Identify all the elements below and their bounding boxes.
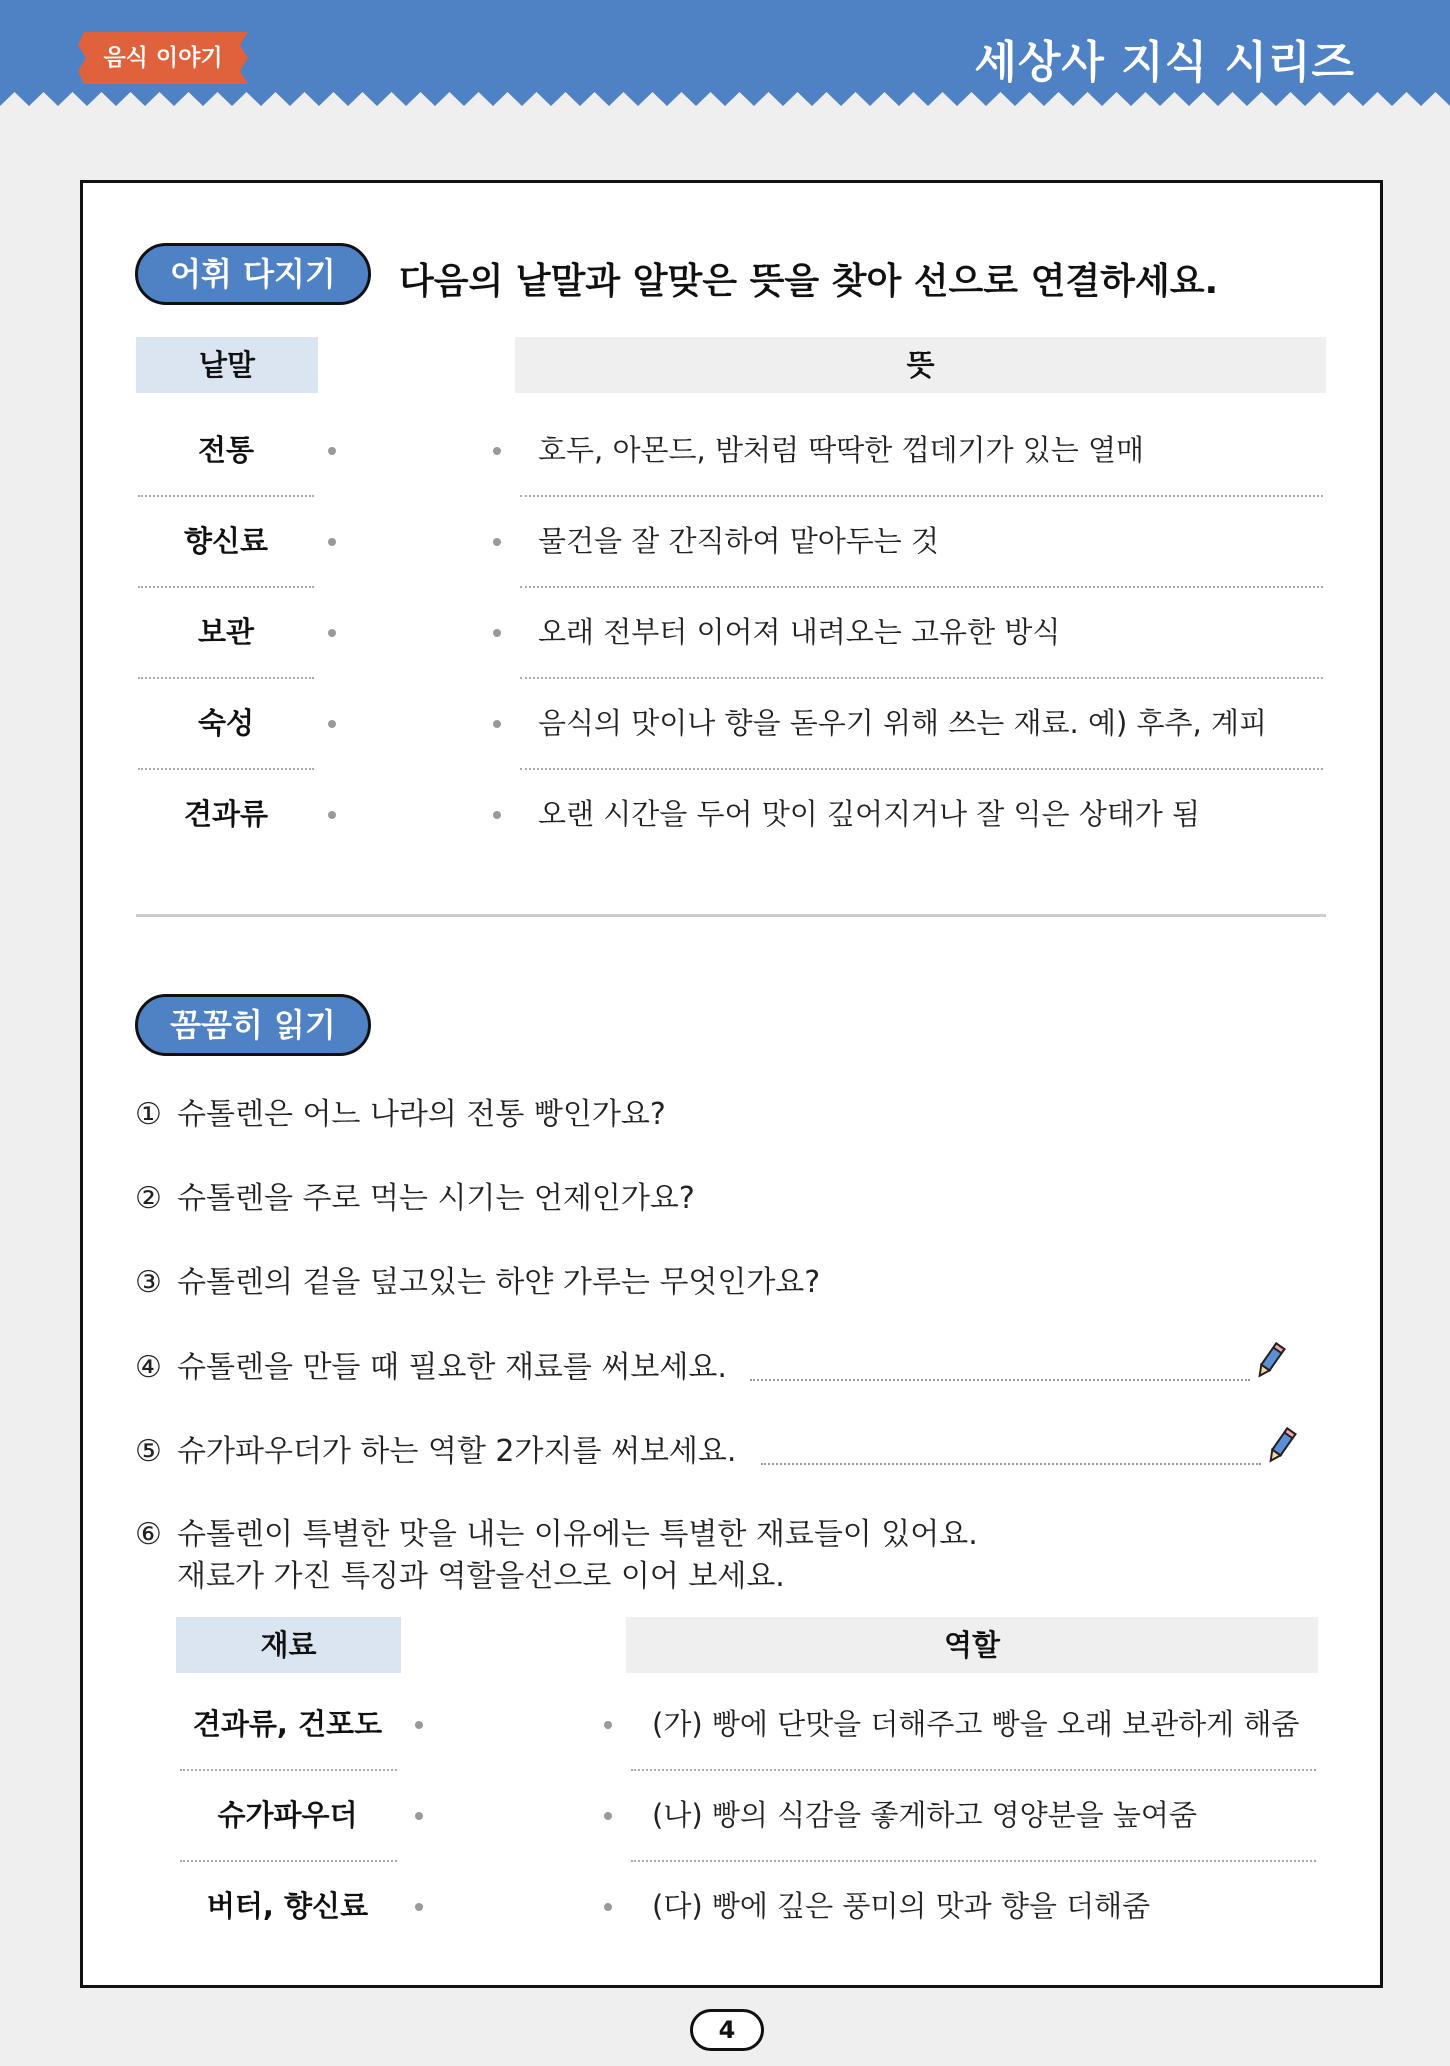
match-dot-right[interactable] <box>493 720 501 728</box>
match-dot-left[interactable] <box>415 1812 423 1820</box>
vocab-word: 전통 <box>197 433 255 467</box>
vocab-meaning: 음식의 맛이나 향을 돋우기 위해 쓰는 재료. 예) 후추, 계피 <box>538 706 1268 740</box>
vocab-meaning: 오래 전부터 이어져 내려오는 고유한 방식 <box>538 615 1061 649</box>
role-label: (가) 빵에 단맛을 더해주고 빵을 오래 보관하게 해줌 <box>652 1707 1300 1741</box>
match-dot-left[interactable] <box>328 720 336 728</box>
header-band <box>0 0 1450 128</box>
match-row <box>83 1679 1386 1770</box>
question-text: 슈가파우더가 하는 역할 2가지를 써보세요. <box>177 1434 737 1469</box>
question-number: ③ <box>135 1265 162 1300</box>
question-number: ② <box>135 1181 162 1216</box>
question-number: ⑤ <box>135 1434 162 1469</box>
match-dot-right[interactable] <box>493 447 501 455</box>
section-pill-vocab: 어휘 다지기 <box>135 243 371 305</box>
match-row <box>83 1861 1386 1952</box>
col-header-ingredient: 재료 <box>176 1617 401 1673</box>
vocab-word: 보관 <box>197 615 255 649</box>
question-5 <box>135 1426 736 1470</box>
match-dot-left[interactable] <box>328 447 336 455</box>
match-dot-left[interactable] <box>328 629 336 637</box>
ingredient-label: 견과류, 건포도 <box>192 1707 383 1741</box>
section-divider <box>136 914 1326 917</box>
ingredient-label: 버터, 향신료 <box>206 1889 369 1923</box>
col-header-meaning: 뜻 <box>515 337 1326 393</box>
question-text: 슈톨렌을 주로 먹는 시기는 언제인가요? <box>177 1181 695 1216</box>
vocab-instruction: 다음의 낱말과 알맞은 뜻을 찾아 선으로 연결하세요. <box>399 261 1219 302</box>
category-tag <box>78 32 248 84</box>
vocab-word: 향신료 <box>183 524 269 558</box>
match-dot-right[interactable] <box>604 1903 612 1911</box>
match-dot-right[interactable] <box>493 538 501 546</box>
question-3 <box>135 1257 820 1301</box>
match-dot-right[interactable] <box>493 629 501 637</box>
category-tag-label: 음식 이야기 <box>103 45 223 71</box>
vocab-row <box>83 678 1386 769</box>
vocab-meaning: 호두, 아몬드, 밤처럼 딱딱한 껍데기가 있는 열매 <box>538 433 1145 467</box>
section-pill-reading: 꼼꼼히 읽기 <box>135 994 371 1056</box>
vocab-row <box>83 496 1386 587</box>
question-6-line2: 재료가 가진 특징과 역할을선으로 이어 보세요. <box>177 1559 785 1594</box>
question-2 <box>135 1173 695 1217</box>
vocab-word: 견과류 <box>183 797 269 831</box>
answer-line-5[interactable] <box>761 1463 1261 1465</box>
match-dot-left[interactable] <box>328 538 336 546</box>
vocab-row <box>83 769 1386 860</box>
vocab-word: 숙성 <box>197 706 255 740</box>
question-number: ⑥ <box>135 1517 162 1552</box>
question-4 <box>135 1342 727 1386</box>
question-text: 슈톨렌은 어느 나라의 전통 빵인가요? <box>177 1097 666 1132</box>
match-dot-left[interactable] <box>328 811 336 819</box>
answer-line-4[interactable] <box>750 1379 1250 1381</box>
question-1 <box>135 1089 666 1133</box>
question-6 <box>135 1509 978 1553</box>
role-label: (다) 빵에 깊은 풍미의 맛과 향을 더해줌 <box>652 1889 1151 1923</box>
col-header-role: 역할 <box>626 1617 1318 1673</box>
match-dot-right[interactable] <box>604 1812 612 1820</box>
worksheet-frame <box>80 180 1383 1988</box>
ingredient-label: 슈가파우더 <box>217 1798 358 1832</box>
page-number: 4 <box>690 2009 764 2051</box>
pencil-icon <box>1264 1426 1298 1466</box>
question-number: ① <box>135 1097 162 1132</box>
match-row <box>83 1770 1386 1861</box>
col-header-word: 낱말 <box>136 337 318 393</box>
pencil-icon <box>1253 1341 1287 1381</box>
vocab-row <box>83 405 1386 496</box>
match-dot-right[interactable] <box>493 811 501 819</box>
match-dot-right[interactable] <box>604 1721 612 1729</box>
match-dot-left[interactable] <box>415 1903 423 1911</box>
question-text: 슈톨렌의 겉을 덮고있는 하얀 가루는 무엇인가요? <box>177 1265 821 1300</box>
vocab-row <box>83 587 1386 678</box>
series-title: 세상사 지식 시리즈 <box>974 37 1355 88</box>
question-number: ④ <box>135 1350 162 1385</box>
vocab-meaning: 물건을 잘 간직하여 맡아두는 것 <box>538 524 940 558</box>
role-label: (나) 빵의 식감을 좋게하고 영양분을 높여줌 <box>652 1798 1197 1832</box>
vocab-meaning: 오랜 시간을 두어 맛이 깊어지거나 잘 익은 상태가 됨 <box>538 797 1201 831</box>
question-text: 슈톨렌이 특별한 맛을 내는 이유에는 특별한 재료들이 있어요. <box>177 1517 978 1552</box>
match-dot-left[interactable] <box>415 1721 423 1729</box>
question-text: 슈톨렌을 만들 때 필요한 재료를 써보세요. <box>177 1350 727 1385</box>
